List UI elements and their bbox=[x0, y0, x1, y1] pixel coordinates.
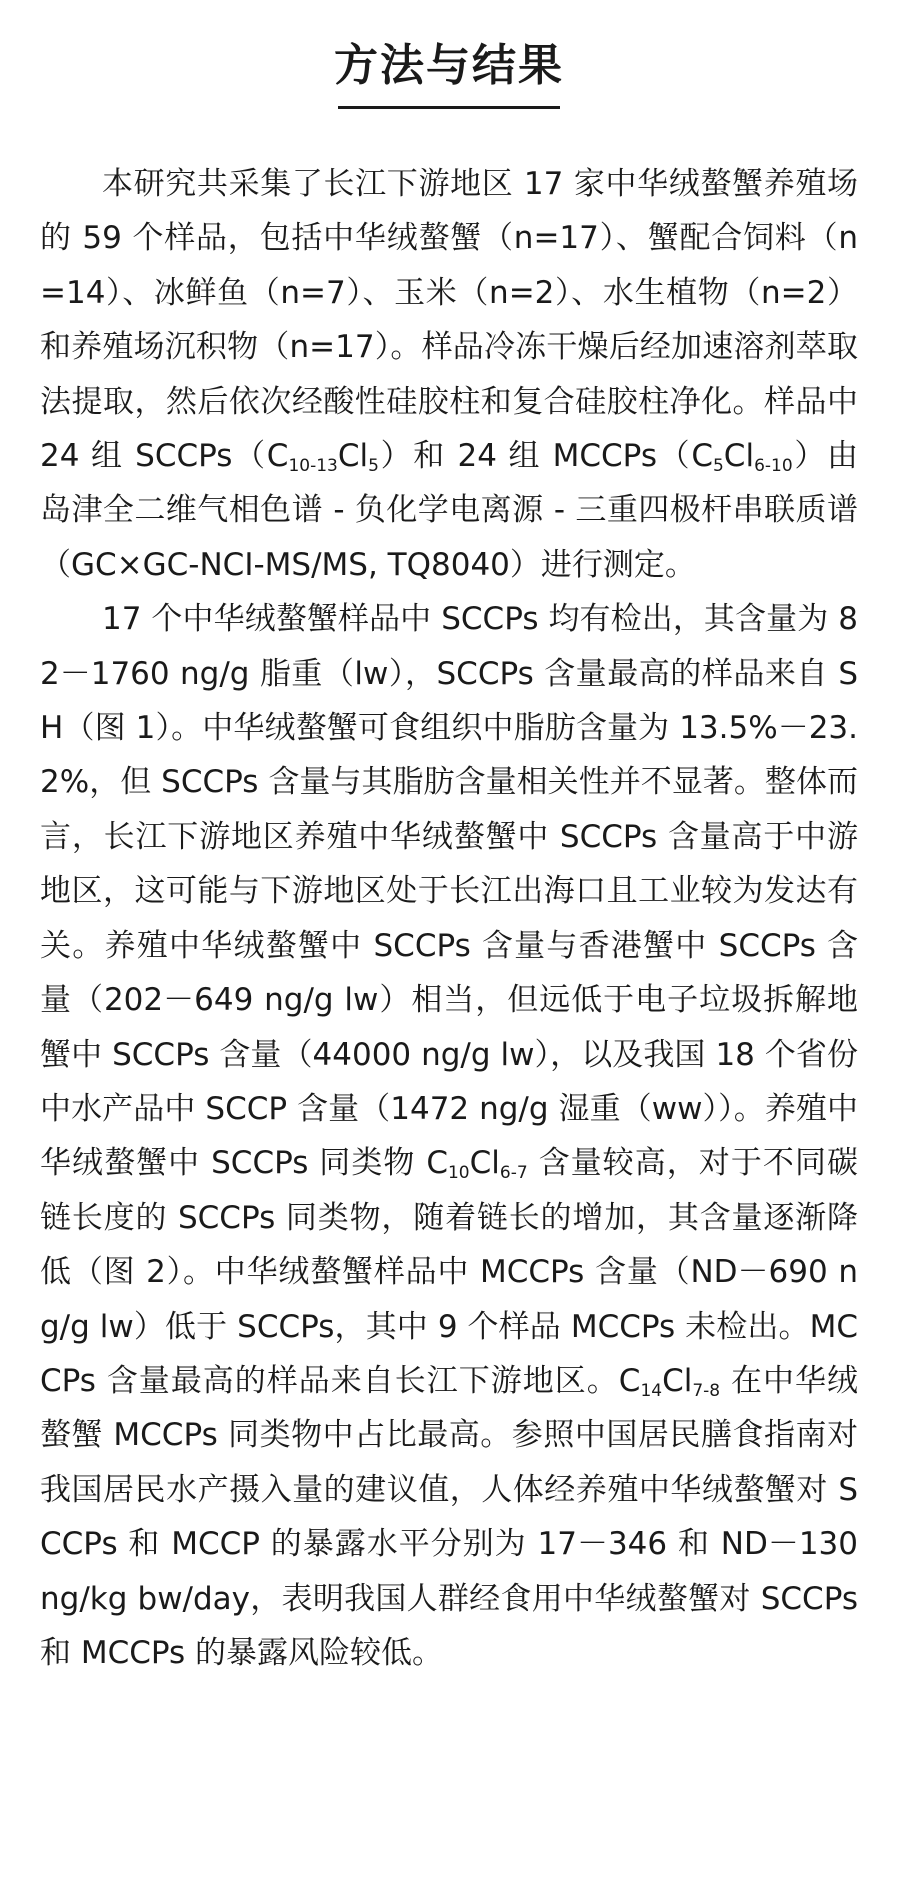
section-title: 方法与结果 bbox=[334, 40, 564, 91]
subscript-text: 10-13 bbox=[288, 456, 338, 477]
text-run: Cl bbox=[723, 438, 755, 475]
text-run: 本研究共采集了长江下游地区 17 家中华绒螯蟹养殖场的 59 个样品，包括中华绒螯蟹（n=17）、蟹配合饲料（n=14）、冰鲜鱼（n=7）、玉米（n=2）、水生植物（n=2）和养殖场沉积物（n=17）。样品冷冻干燥后经加速溶剂萃取法提取，然后依次经酸性硅胶柱和复合硅胶柱净化。样品中 24 组 SCCPs（C bbox=[40, 166, 858, 475]
text-run: ）由岛津全二维气相色谱 - 负化学电离源 - 三重四极杆串联质谱（GC×GC-NCI-MS/MS, TQ8040）进行测定。 bbox=[40, 438, 858, 583]
subscript-text: 10 bbox=[447, 1163, 470, 1184]
text-run: Cl bbox=[337, 438, 369, 475]
title-underline bbox=[338, 106, 560, 109]
text-run: ）和 24 组 MCCPs（C bbox=[378, 438, 713, 475]
paragraph-methods bbox=[40, 157, 858, 592]
text-run: 含量较高，对于不同碳链长度的 SCCPs 同类物，随着链长的增加，其含量逐渐降低（图 2）。中华绒螯蟹样品中 MCCPs 含量（ND－690 ng/g lw）低于 SCCPs，其中 9 个样品 MCCPs 未检出。MCCPs 含量最高的样品来自长江下游地区。C bbox=[40, 1145, 858, 1399]
subscript-text: 6-10 bbox=[754, 456, 793, 477]
text-run: 17 个中华绒螯蟹样品中 SCCPs 均有检出，其含量为 82－1760 ng/g 脂重（lw），SCCPs 含量最高的样品来自 SH（图 1）。中华绒螯蟹可食组织中脂肪含量为 13.5%－23.2%，但 SCCPs 含量与其脂肪含量相关性并不显著。整体而言，长江下游地区养殖中华绒螯蟹中 SCCPs 含量高于中游地区，这可能与下游地区处于长江出海口且工业较为发达有关。养殖中华绒螯蟹中 SCCPs 含量与香港蟹中 SCCPs 含量（202－649 ng/g lw）相当，但远低于电子垃圾拆解地蟹中 SCCPs 含量（44000 ng/g lw），以及我国 18 个省份中水产品中 SCCP 含量（1472 ng/g 湿重（ww））。养殖中华绒螯蟹中 SCCPs 同类物 C bbox=[40, 601, 858, 1182]
subscript-text: 6-7 bbox=[499, 1163, 528, 1184]
subscript-text: 5 bbox=[368, 456, 379, 477]
text-run: 在中华绒螯蟹 MCCPs 同类物中占比最高。参照中国居民膳食指南对我国居民水产摄入量的建议值，人体经养殖中华绒螯蟹对 SCCPs 和 MCCP 的暴露水平分别为 17－346 和 ND－130 ng/kg bw/day，表明我国人群经食用中华绒螯蟹对 SCCPs 和 MCCPs 的暴露风险较低。 bbox=[40, 1362, 858, 1671]
subscript-text: 5 bbox=[712, 456, 724, 477]
text-run: Cl bbox=[469, 1145, 500, 1182]
document-body bbox=[40, 157, 858, 1680]
paragraph-results bbox=[40, 592, 858, 1680]
subscript-text: 7-8 bbox=[692, 1380, 721, 1401]
text-run: Cl bbox=[662, 1362, 693, 1399]
subscript-text: 14 bbox=[640, 1380, 663, 1401]
